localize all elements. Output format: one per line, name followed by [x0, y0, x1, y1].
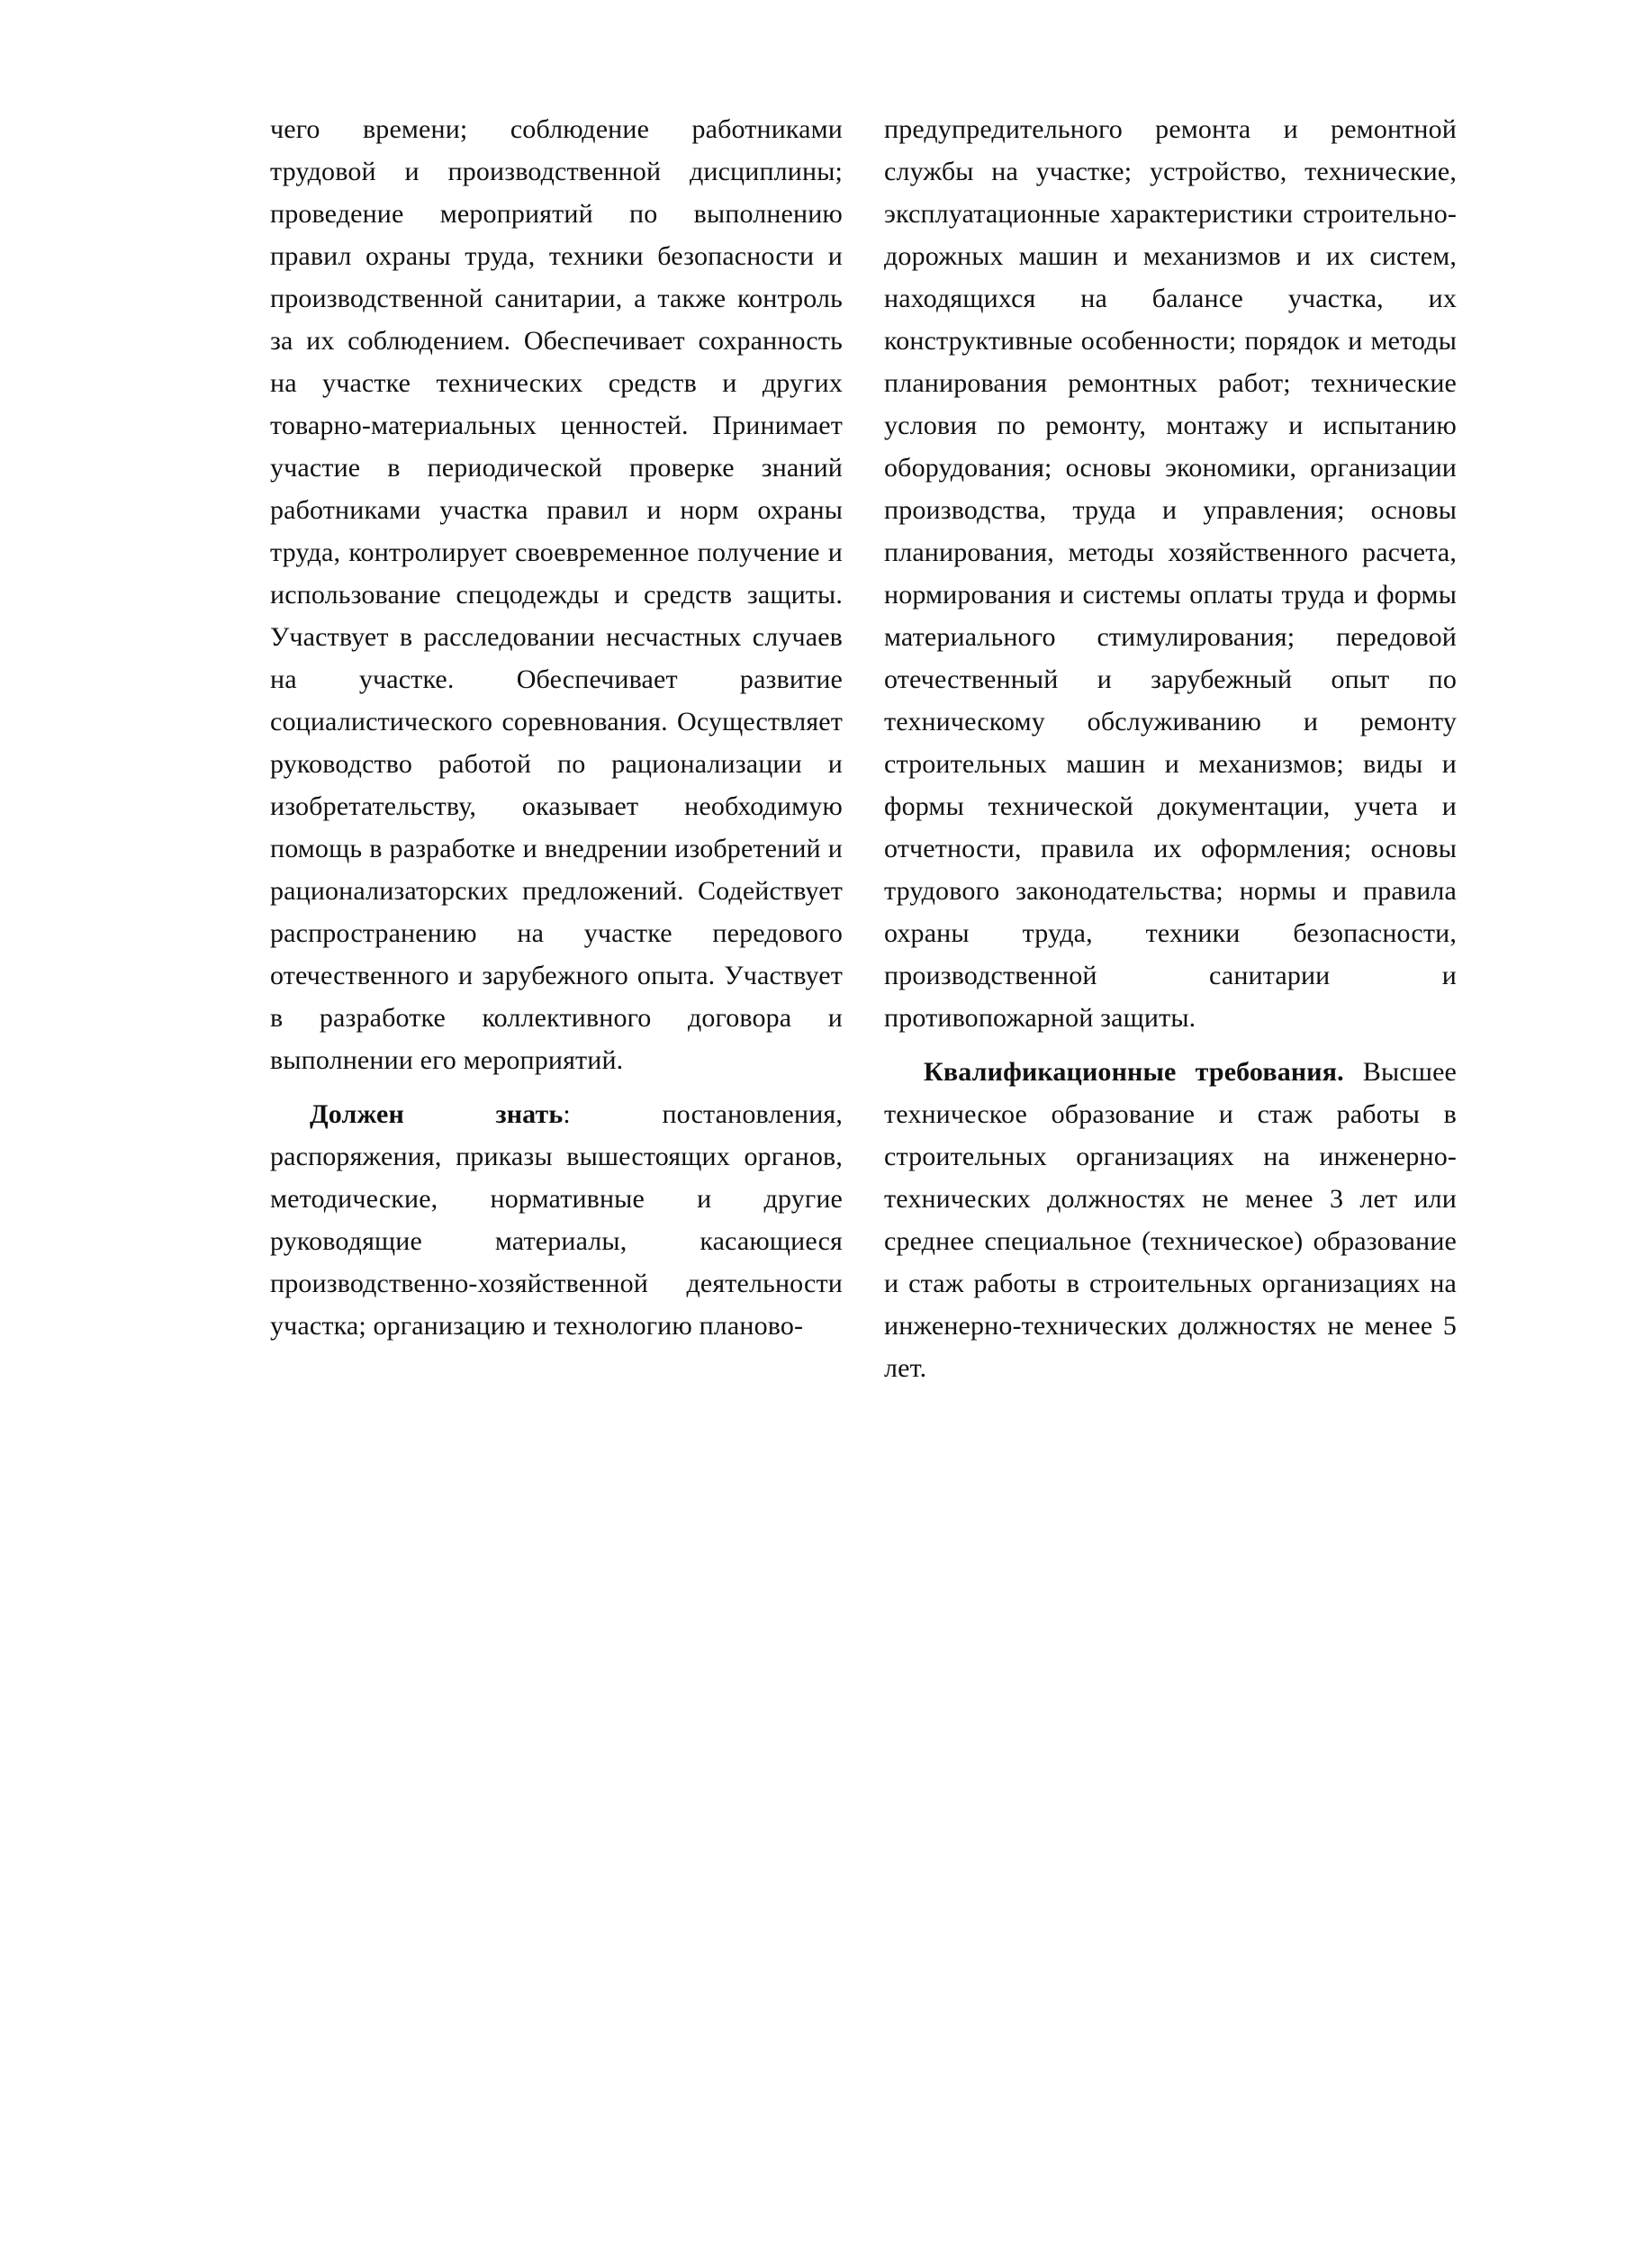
left-column [270, 108, 843, 1347]
qualifications-heading: Квалификационные требования. [924, 1057, 1344, 1087]
right-paragraph-knowledge [884, 108, 1457, 1039]
left-paragraph-duties [270, 108, 843, 1081]
left-paragraph-duties-text: чего времени; соблюдение работниками трудовой и производственной дисциплины; проведение мероприятий по выполнению правил охраны труда, техники безопасности и производственной санитарии, а также контроль за их соблюдением. Обеспечивает сохранность на участке технических средств и других товарно-материальных ценностей. Принимает участие в периодической проверке знаний работниками участка правил и норм охраны труда, контролирует своевременное получение и использование спецодежды и средств защиты. Участвует в расследовании несчастных случаев на участке. Обеспечивает развитие социалистического соревнования. Осуществляет руководство работой по рационализации и изобретательству, оказывает необходимую помощь в разработке и внедрении изобретений и рационализаторских предложений. Содействует распространению на участке передового отечественного и зарубежного опыта. Участвует в разработке коллективного договора и выполнении его мероприятий. [270, 114, 843, 1075]
must-know-heading: Должен знать [310, 1099, 564, 1129]
right-paragraph-knowledge-text: предупредительного ремонта и ремонтной службы на участке; устройство, технические, эксплуатационные характеристики строительно-дорожных машин и механизмов и их систем, находящихся на балансе участка, их конструктивные особенности; порядок и методы планирования ремонтных работ; технические условия по ремонту, монтажу и испытанию оборудования; основы экономики, организации производства, труда и управления; основы планирования, методы хозяйственного расчета, нормирования и системы оплаты труда и формы материального стимулирования; передовой отечественный и зарубежный опыт по техническому обслуживанию и ремонту строительных машин и механизмов; виды и формы технической документации, учета и отчетности, правила их оформления; основы трудового законодательства; нормы и правила охраны труда, техники безопасности, производственной санитарии и противопожарной защиты. [884, 114, 1457, 1033]
left-paragraph-must-know [270, 1093, 843, 1347]
qualifications-text: Высшее техническое образование и стаж работы в строительных организациях на инженерно-технических должностях не менее 3 лет или среднее специальное (техническое) образование и стаж работы в строительных организациях на инженерно-технических должностях не менее 5 лет. [884, 1057, 1458, 1383]
right-paragraph-qualifications [884, 1051, 1457, 1389]
right-column [884, 108, 1457, 1389]
must-know-text: : постановления, распоряжения, приказы вышестоящих органов, методические, нормативные и другие руководящие материалы, касающиеся производственно-хозяйственной деятельности участка; организацию и технологию планово- [270, 1099, 843, 1341]
